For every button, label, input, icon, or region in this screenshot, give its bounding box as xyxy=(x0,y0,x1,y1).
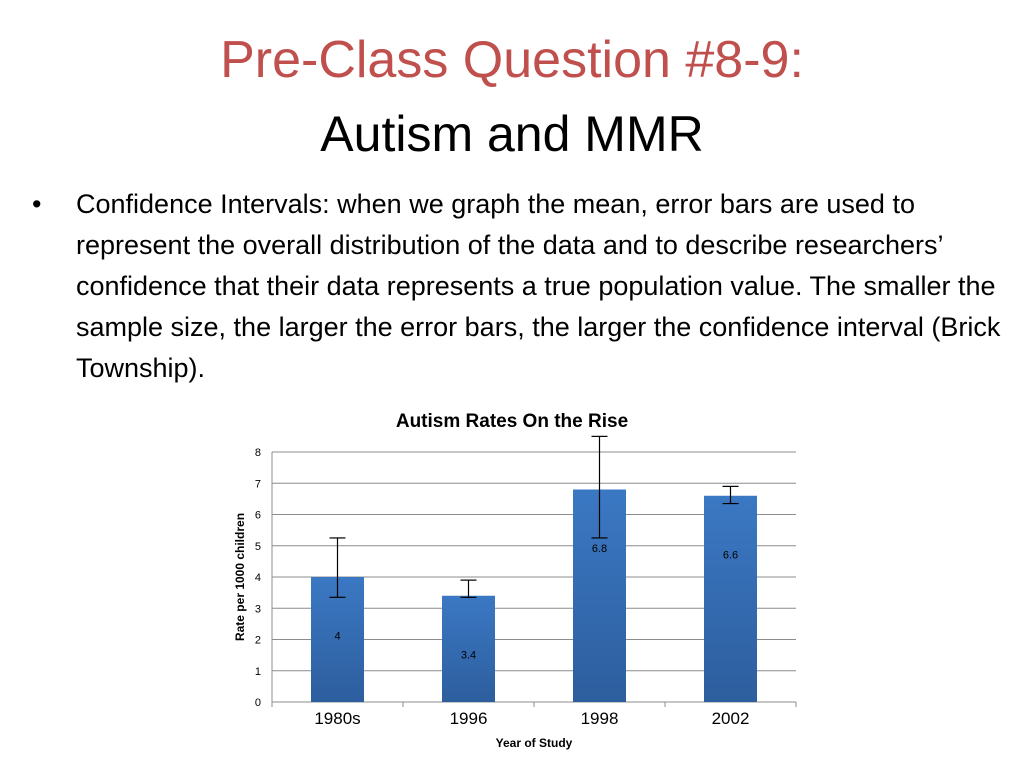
x-category-label: 1980s xyxy=(314,709,361,728)
x-axis-label: Year of Study xyxy=(495,736,573,750)
y-tick-label: 6 xyxy=(254,509,261,522)
slide-title: Pre-Class Question #8-9: xyxy=(220,31,804,89)
data-label: 3.4 xyxy=(460,649,477,662)
x-category-label: 1998 xyxy=(580,709,619,728)
x-category-label: 1996 xyxy=(449,709,488,728)
y-tick-label: 8 xyxy=(254,447,261,459)
y-tick-label: 4 xyxy=(254,572,261,584)
plot-area xyxy=(255,436,796,728)
bullet-dot-icon: • xyxy=(32,189,42,219)
bar xyxy=(704,496,757,702)
y-tick-label: 0 xyxy=(254,697,261,709)
data-label: 4 xyxy=(334,630,341,643)
chart-title: Autism Rates On the Rise xyxy=(395,411,629,432)
y-tick-label: 3 xyxy=(254,603,261,616)
data-label: 6.6 xyxy=(722,549,739,562)
bullet-text: Confidence Intervals: when we graph the mean, error bars are used to represent the overall distribution of the data and to describe researchers’ confidence that their data represents a true population value. The smaller the sample size, the larger the error bars, the larger the confidence interval (Brick Township). xyxy=(76,189,1001,383)
y-tick-label: 1 xyxy=(254,665,261,678)
y-tick-label: 2 xyxy=(254,634,261,647)
data-label: 6.8 xyxy=(591,543,608,555)
x-category-label: 2002 xyxy=(711,709,750,728)
y-axis-label: Rate per 1000 children xyxy=(233,512,247,642)
y-tick-label: 7 xyxy=(254,478,261,491)
slide-subtitle: Autism and MMR xyxy=(320,106,704,162)
y-tick-label: 5 xyxy=(254,540,261,553)
